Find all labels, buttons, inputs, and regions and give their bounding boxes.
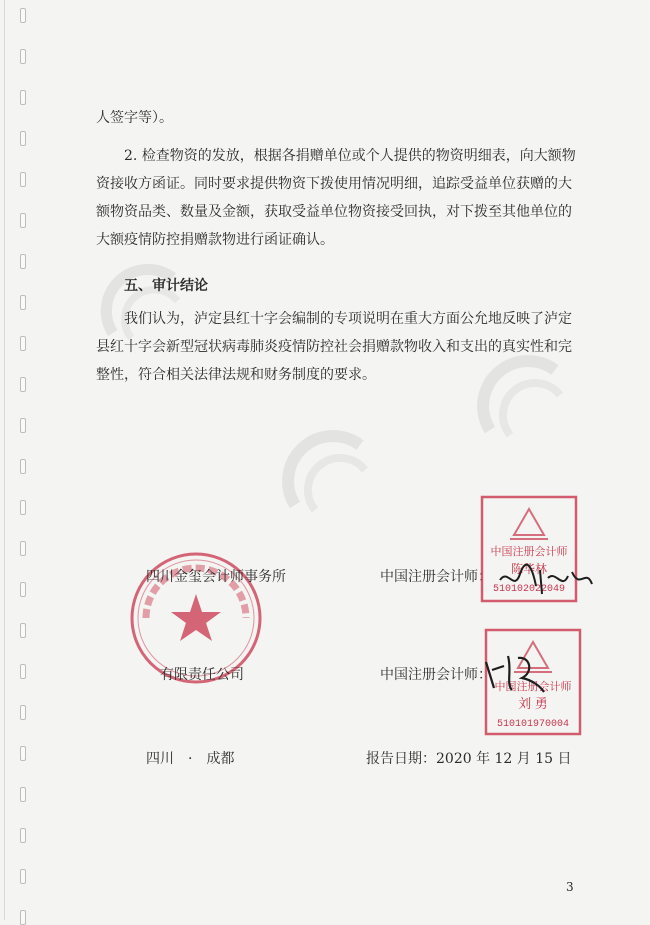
binding-hole <box>20 8 26 23</box>
firm-name-line2: 有限责任公司 <box>160 667 244 683</box>
signature-2 <box>482 650 552 696</box>
svg-text:中国注册会计师: 中国注册会计师 <box>490 546 568 558</box>
binding-strip <box>0 0 42 920</box>
location: 四川 · 成都 <box>146 751 235 767</box>
binding-hole <box>20 131 26 146</box>
signature-1 <box>496 560 596 600</box>
report-date: 报告日期：2020 年 12 月 15 日 <box>366 751 572 767</box>
svg-text:陈华林: 陈华林 <box>510 562 548 576</box>
section-heading: 五、审计结论 <box>124 278 208 294</box>
paragraph-conclusion: 我们认为，泸定县红十字会编制的专项说明在重大方面公允地反映了泸定县红十字会新型冠状病毒肺炎疫情防控社会捐赠款物收入和支出的真实性和完整性，符合相关法律法规和财务制度的要求。 <box>96 311 572 383</box>
binding-hole <box>20 295 26 310</box>
binding-hole <box>20 828 26 843</box>
svg-text:刘 勇: 刘 勇 <box>518 696 548 711</box>
binding-hole <box>20 705 26 720</box>
svg-text:510101970004: 510101970004 <box>496 719 570 730</box>
binding-hole <box>20 623 26 638</box>
page-number: 3 <box>566 880 574 894</box>
binding-hole <box>20 336 26 351</box>
binding-hole <box>20 500 26 515</box>
binding-hole <box>20 910 26 925</box>
watermark-logo <box>265 415 395 545</box>
binding-hole <box>20 746 26 761</box>
cpa-label-1: 中国注册会计师： <box>380 569 492 585</box>
binding-hole <box>20 541 26 556</box>
binding-hole <box>20 787 26 802</box>
svg-text:中国注册会计师: 中国注册会计师 <box>494 681 572 693</box>
cpa-label-2: 中国注册会计师： <box>380 667 492 683</box>
paragraph-check-distribution: 2. 检查物资的发放，根据各捐赠单位或个人提供的物资明细表，向大额物资接收方函证。同时要求提供物资下拨使用情况明细，追踪受益单位获赠的大额物资品类、数量及金额，获取受益单位物资接受回执，对下拨至其他单位的大额疫情防控捐赠款物进行函证确认。 <box>96 148 576 248</box>
binding-hole <box>20 664 26 679</box>
binding-hole <box>20 869 26 884</box>
page-edge-line <box>4 0 5 920</box>
svg-text:510102022049: 510102022049 <box>492 584 566 595</box>
binding-hole <box>20 49 26 64</box>
binding-hole <box>20 377 26 392</box>
paragraph-continuation: 人签字等）。 <box>96 110 173 126</box>
binding-hole <box>20 582 26 597</box>
binding-hole <box>20 459 26 474</box>
binding-hole <box>20 213 26 228</box>
binding-hole <box>20 90 26 105</box>
binding-hole <box>20 418 26 433</box>
firm-name-line1: 四川金玺会计师事务所 <box>146 569 286 585</box>
binding-hole <box>20 172 26 187</box>
binding-hole <box>20 254 26 269</box>
